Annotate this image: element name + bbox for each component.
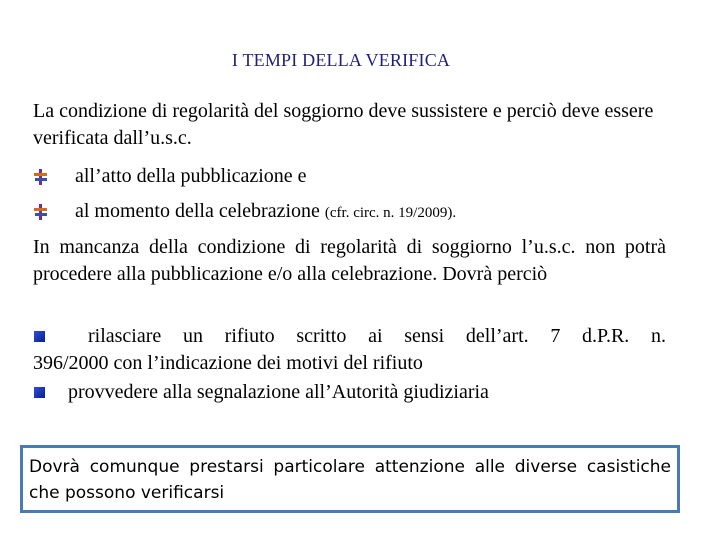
timing-bullet-text: all’atto della pubblicazione e — [75, 165, 307, 187]
action-bullet-text: provvedere alla segnalazione all’Autorità giudiziaria — [68, 381, 489, 403]
page-title: I TEMPI DELLA VERIFICA — [231, 50, 451, 70]
circular-reference: (cfr. circ. n. 19/2009). — [324, 205, 457, 221]
intro-paragraph: La condizione di regolarità del soggiorno deve sussistere e perciò deve essere verificata dall’u.s.c. — [33, 100, 654, 149]
stacked-bars-icon — [34, 169, 48, 185]
action-bullet-text: rilasciare un rifiuto scritto ai sensi dell’art. 7 d.P.R. n. — [88, 325, 666, 347]
action-bullet-1 — [33, 323, 666, 377]
consequence-paragraph: In mancanza della condizione di regolarità di soggiorno l’u.s.c. non potrà procedere alla pubblicazione e/o alla celebrazione. Dovrà perciò — [33, 236, 666, 285]
stacked-bars-icon — [34, 204, 48, 220]
note-box: Dovrà comunque prestarsi particolare attenzione alle diverse casistiche che possono verificarsi — [20, 445, 680, 513]
action-bullet-text-continued: 396/2000 con l’indicazione dei motivi del rifiuto — [33, 352, 423, 374]
blue-square-icon — [34, 331, 45, 342]
timing-bullet-text: al momento della celebrazione — [75, 200, 320, 222]
blue-square-icon — [34, 387, 45, 398]
